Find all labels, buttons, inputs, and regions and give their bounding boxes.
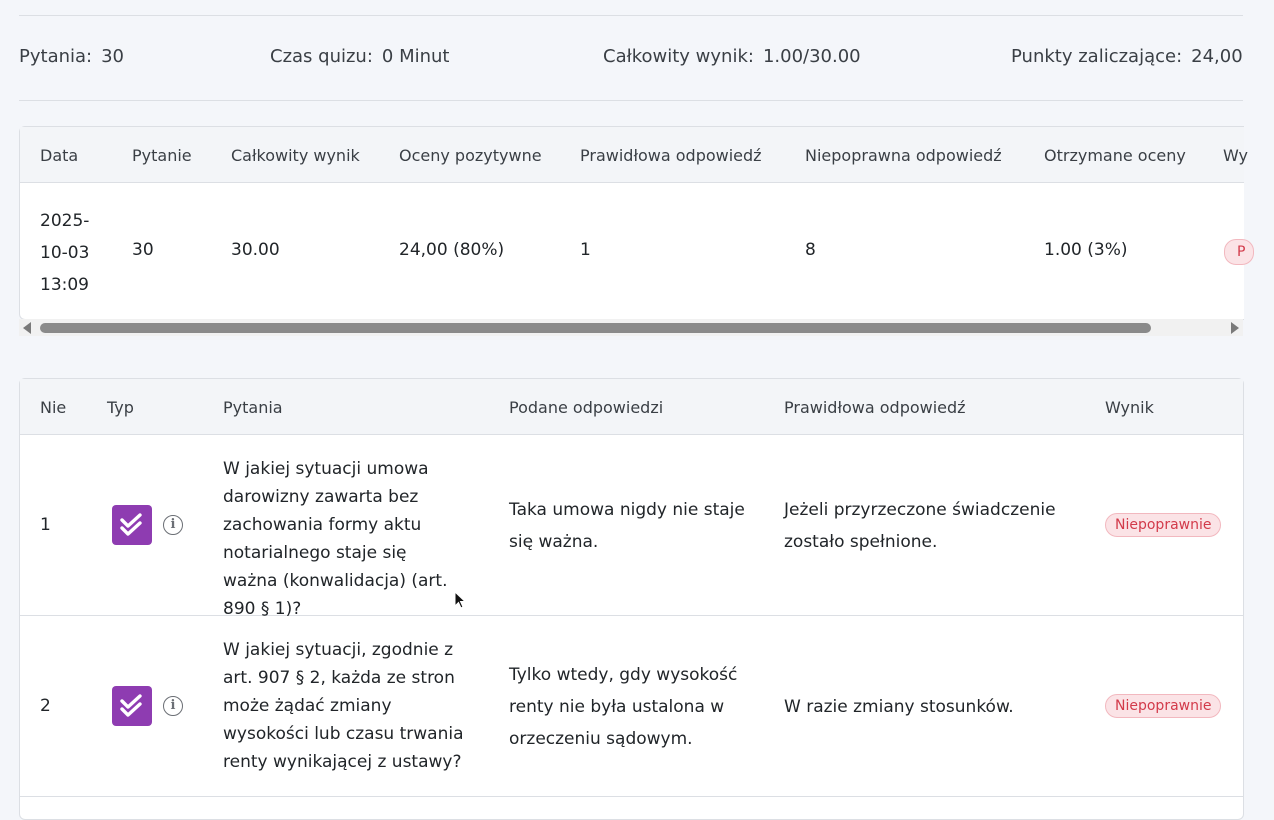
summary-total-value: 1.00/30.00 <box>762 46 861 67</box>
summary-total-label: Całkowity wynik: <box>603 46 754 67</box>
col-total: Całkowity wynik <box>231 146 360 165</box>
check-double-icon <box>112 505 152 545</box>
quiz-summary <box>19 46 1243 74</box>
correct-answer: Jeżeli przyrzeczone świadczenie zostało spełnione. <box>784 500 1056 552</box>
attempt-question: 30 <box>132 240 154 260</box>
attempt-table <box>19 126 1249 320</box>
summary-questions-value: 30 <box>101 46 125 67</box>
question-text: W jakiej sytuacji umowa darowizny zawarta bez zachowania formy aktu notarialnego staje się ważna (konwalidacja) (art. 890 § 1)? <box>223 459 448 619</box>
col-correct-answer: Prawidłowa odpowiedź <box>784 398 966 417</box>
result-badge: Niepoprawnie <box>1105 513 1221 537</box>
scroll-right-arrow-icon[interactable] <box>1231 322 1239 334</box>
col-questions: Pytania <box>223 398 283 417</box>
attempt-correct: 1 <box>580 240 591 260</box>
summary-questions <box>19 46 124 67</box>
col-passing: Oceny pozytywne <box>399 146 542 165</box>
given-answer: Taka umowa nigdy nie staje się ważna. <box>509 500 745 552</box>
col-question: Pytanie <box>132 146 192 165</box>
summary-pass-label: Punkty zaliczające: <box>1011 46 1183 67</box>
result-badge: Niepoprawnie <box>1105 694 1221 718</box>
attempt-status-badge: P <box>1224 239 1254 265</box>
summary-pass <box>1011 46 1243 67</box>
scrollbar-thumb[interactable] <box>40 323 1151 333</box>
col-correct: Prawidłowa odpowiedź <box>580 146 762 165</box>
col-no: Nie <box>40 398 67 417</box>
questions-table <box>19 378 1244 820</box>
row-number: 1 <box>40 515 51 535</box>
attempt-passing: 24,00 (80%) <box>399 240 505 260</box>
scroll-left-arrow-icon[interactable] <box>23 322 31 334</box>
col-given-answers: Podane odpowiedzi <box>509 398 664 417</box>
summary-time-label: Czas quizu: <box>270 46 373 67</box>
top-divider <box>19 15 1243 16</box>
info-icon[interactable]: i <box>163 696 183 716</box>
attempt-incorrect: 8 <box>805 240 816 260</box>
row-number: 2 <box>40 696 51 716</box>
summary-time-value: 0 Minut <box>381 46 450 67</box>
col-result: Wynik <box>1105 398 1154 417</box>
info-icon[interactable]: i <box>163 515 183 535</box>
col-received: Otrzymane oceny <box>1044 146 1186 165</box>
table-row <box>20 616 1243 797</box>
col-date: Data <box>40 146 79 165</box>
attempt-date: 2025-10-03 13:09 <box>40 211 90 295</box>
summary-time <box>270 46 450 67</box>
summary-total <box>603 46 861 67</box>
summary-pass-value: 24,00 <box>1191 46 1243 67</box>
col-result-cut: Wy <box>1223 146 1249 165</box>
summary-questions-label: Pytania: <box>19 46 93 67</box>
attempt-total: 30.00 <box>231 240 280 260</box>
correct-answer: W razie zmiany stosunków. <box>784 697 1014 717</box>
check-double-icon <box>112 686 152 726</box>
col-incorrect: Niepoprawna odpowiedź <box>805 146 1002 165</box>
given-answer: Tylko wtedy, gdy wysokość renty nie była ustalona w orzeczeniu sądowym. <box>509 665 738 749</box>
col-type: Typ <box>107 398 134 417</box>
horizontal-scrollbar[interactable] <box>19 319 1243 336</box>
summary-divider <box>19 100 1243 101</box>
question-text: W jakiej sytuacji, zgodnie z art. 907 § 2, każda ze stron może żądać zmiany wysokości lub czasu trwania renty wynikającej z ustawy? <box>223 640 464 772</box>
attempt-received: 1.00 (3%) <box>1044 240 1128 260</box>
mouse-pointer-icon <box>454 591 468 611</box>
table-row <box>20 435 1243 619</box>
